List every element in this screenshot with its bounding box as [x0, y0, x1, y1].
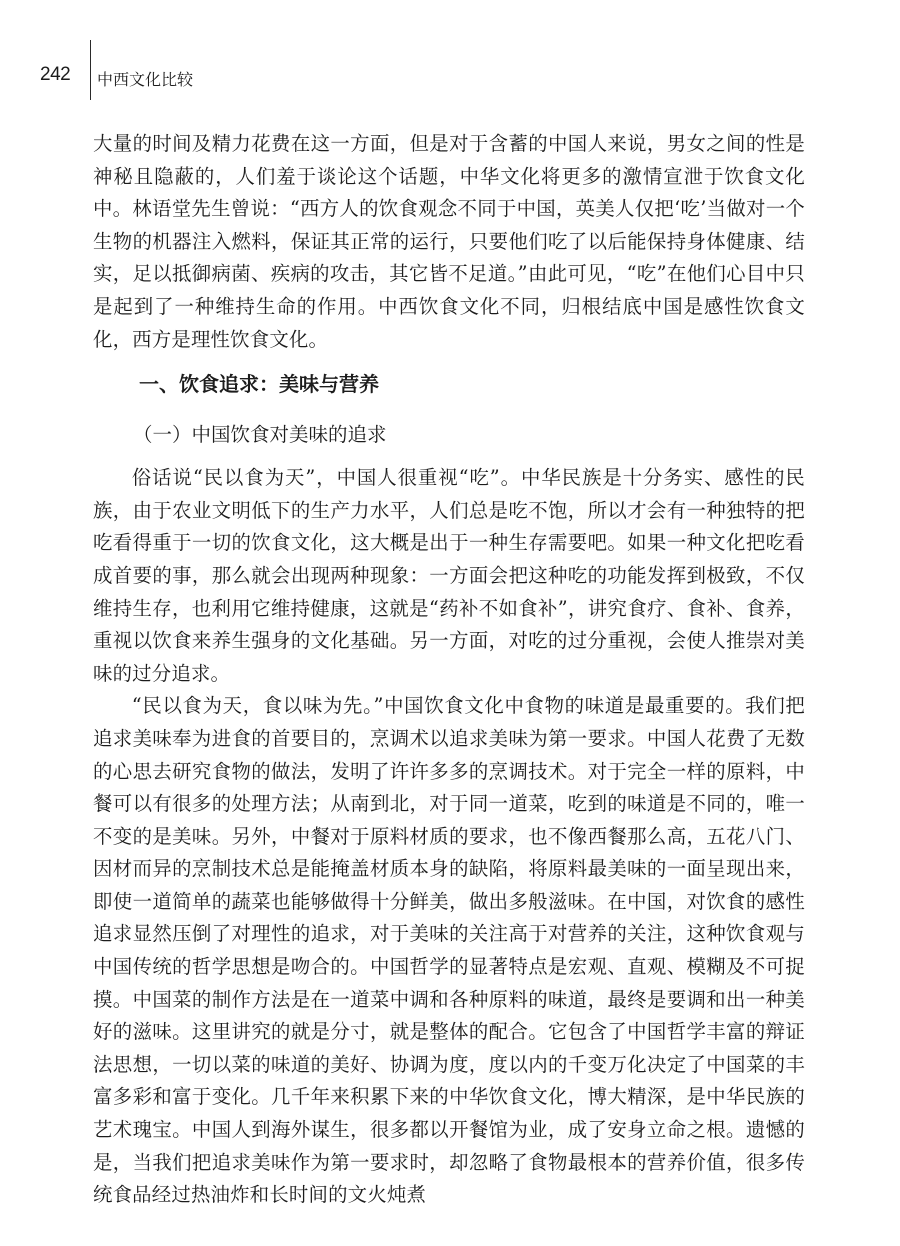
running-title: 中西文化比较	[97, 70, 194, 89]
body-paragraph: 俗话说“民以食为天”，中国人很重视“吃”。中华民族是十分务实、感性的民族，由于农业文明低下的生产力水平，人们总是吃不饱，所以才会有一种独特的把吃看得重于一切的饮食文化，这大概是出于一种生存需要吧。如果一种文化把吃看成首要的事，那么就会出现两种现象：一方面会把这种吃的功能发挥到极致，不仅维持生存，也利用它维持健康，这就是“药补不如食补”，讲究食疗、食补、食养，重视以饮食来养生强身的文化基础。另一方面，对吃的过分重视，会使人推崇对美味的过分追求。	[93, 466, 805, 685]
body-paragraph: “民以食为天，食以味为先。”中国饮食文化中食物的味道是最重要的。我们把追求美味奉为进食的首要目的，烹调术以追求美味为第一要求。中国人花费了无数的心思去研究食物的做法，发明了许许多多的烹调技术。对于完全一样的原料，中餐可以有很多的处理方法；从南到北，对于同一道菜，吃到的味道是不同的，唯一不变的是美味。另外，中餐对于原料材质的要求，也不像西餐那么高，五花八门、因材而异的烹制技术总是能掩盖材质本身的缺陷，将原料最美味的一面呈现出来，即使一道简单的蔬菜也能够做得十分鲜美，做出多般滋味。在中国，对饮食的感性追求显然压倒了对理性的追求，对于美味的关注高于对营养的关注，这种饮食观与中国传统的哲学思想是吻合的。中国哲学的显著特点是宏观、直观、模糊及不可捉摸。中国菜的制作方法是在一道菜中调和各种原料的味道，最终是要调和出一种美好的滋味。这里讲究的就是分寸，就是整体的配合。它包含了中国哲学丰富的辩证法思想，一切以菜的味道的美好、协调为度，度以内的千变万化决定了中国菜的丰富多彩和富于变化。几千年来积累下来的中华饮食文化，博大精深，是中华民族的艺术瑰宝。中国人到海外谋生，很多都以开餐馆为业，成了安身立命之根。遗憾的是，当我们把追求美味作为第一要求时，却忽略了食物最根本的营养价值，很多传统食品经过热油炸和长时间的文火炖煮	[93, 694, 805, 1207]
page-body	[93, 128, 805, 1212]
subsection-heading: （一）中国饮食对美味的追求	[133, 423, 387, 447]
body-paragraph: 大量的时间及精力花费在这一方面，但是对于含蓄的中国人来说，男女之间的性是神秘且隐蔽的，人们羞于谈论这个话题，中华文化将更多的激情宣泄于饮食文化中。林语堂先生曾说：“西方人的饮食观念不同于中国，英美人仅把‘吃’当做对一个生物的机器注入燃料，保证其正常的运行，只要他们吃了以后能保持身体健康、结实，足以抵御病菌、疾病的攻击，其它皆不足道。”由此可见，“吃”在他们心目中只是起到了一种维持生命的作用。中西饮食文化不同，归根结底中国是感性饮食文化，西方是理性饮食文化。	[93, 132, 805, 351]
header-divider	[90, 40, 91, 100]
page-number: 242	[40, 64, 71, 85]
section-heading: 一、饮食追求：美味与营养	[139, 372, 379, 397]
